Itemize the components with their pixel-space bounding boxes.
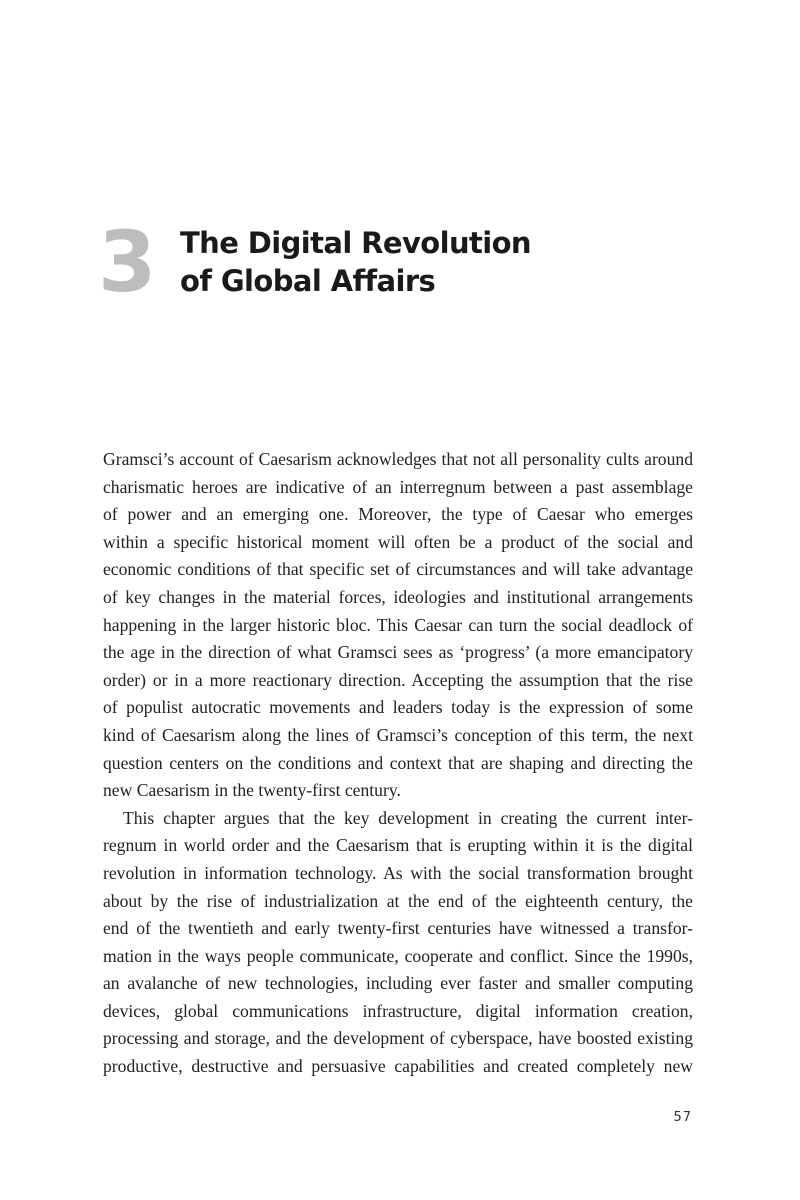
text-line: This chapter argues that the key development in creating the current inter- (123, 807, 693, 828)
text-line: devices, global communications infrastructure, digital information creation, (103, 1000, 693, 1021)
text-line: regnum in world order and the Caesarism that is erupting within it is the digital (103, 835, 693, 856)
body-text (103, 446, 693, 1081)
text-line: an avalanche of new technologies, including ever faster and smaller computing (103, 973, 693, 994)
chapter-title-line: The Digital Revolution (180, 226, 531, 260)
page-number: 57 (673, 1110, 692, 1125)
text-line: of populist autocratic movements and leaders today is the expression of some (103, 697, 693, 718)
text-line: about by the rise of industrialization at the end of the eighteenth century, the (103, 890, 693, 911)
paragraph-1 (103, 446, 693, 805)
paragraph-2 (103, 805, 693, 1081)
chapter-title-line: of Global Affairs (180, 264, 436, 298)
text-line: the age in the direction of what Gramsci sees as ‘progress’ (a more emancipatory (103, 642, 693, 663)
text-line: happening in the larger historic bloc. This Caesar can turn the social deadlock of (103, 614, 693, 635)
text-line: of power and an emerging one. Moreover, the type of Caesar who emerges (103, 504, 693, 525)
text-line: revolution in information technology. As with the social transformation brought (103, 862, 693, 883)
text-line: order) or in a more reactionary direction. Accepting the assumption that the rise (103, 669, 693, 690)
text-line: productive, destructive and persuasive capabilities and created completely new (103, 1056, 693, 1077)
text-line: of key changes in the material forces, ideologies and institutional arrangements (103, 586, 693, 607)
text-line: question centers on the conditions and context that are shaping and directing the (103, 752, 693, 773)
text-line: Gramsci’s account of Caesarism acknowledges that not all personality cults around (103, 449, 693, 469)
text-line: charismatic heroes are indicative of an interregnum between a past assemblage (103, 476, 693, 497)
text-line: mation in the ways people communicate, cooperate and conflict. Since the 1990s, (103, 945, 693, 966)
text-line: processing and storage, and the development of cyberspace, have boosted existing (103, 1028, 693, 1049)
text-line: kind of Caesarism along the lines of Gramsci’s conception of this term, the next (103, 724, 693, 745)
text-line: end of the twentieth and early twenty-first centuries have witnessed a transfor- (103, 918, 693, 939)
text-line: new Caesarism in the twenty-first century. (103, 780, 401, 801)
chapter-number: 3 (98, 213, 155, 311)
text-line: within a specific historical moment will often be a product of the social and (103, 531, 693, 552)
text-line: economic conditions of that specific set of circumstances and will take advantage (103, 559, 693, 580)
chapter-title (180, 224, 531, 300)
